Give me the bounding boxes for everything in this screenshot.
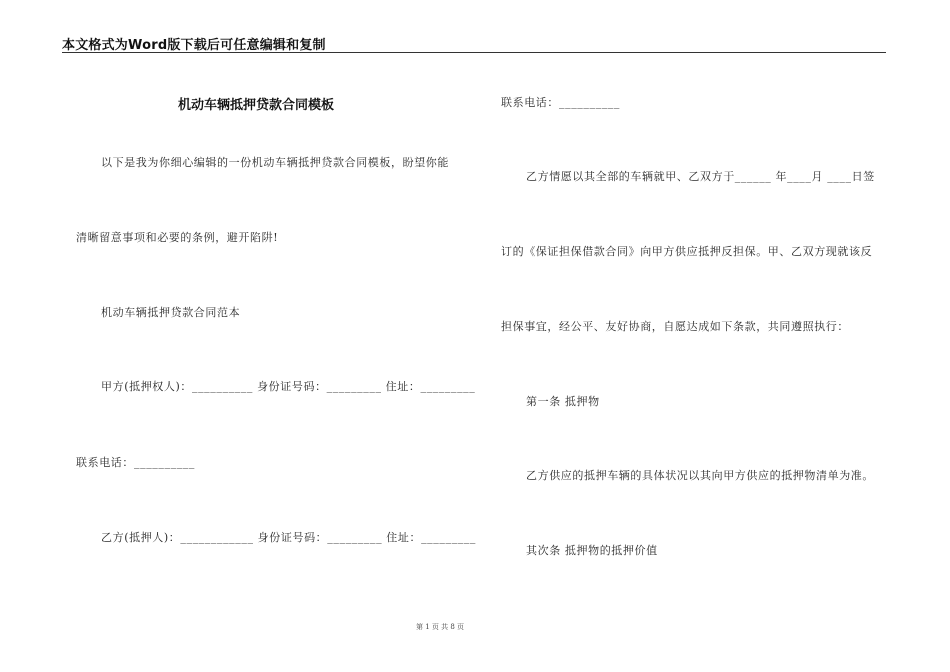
contract-subtitle: 机动车辆抵押贷款合同范本	[101, 306, 241, 319]
paragraph-agreement-line-2: 订的《保证担保借款合同》向甲方供应抵押反担保。甲、乙双方现就该反	[501, 245, 873, 258]
paragraph-agreement-line-3: 担保事宜，经公平、友好协商，自愿达成如下条款，共同遵照执行：	[501, 320, 849, 333]
party-a-phone: 联系电话：__________	[76, 456, 195, 469]
document-title: 机动车辆抵押贷款合同模板	[178, 98, 335, 113]
article-1-text: 乙方供应的抵押车辆的具体状况以其向甲方供应的抵押物清单为准。	[526, 469, 874, 482]
party-b-line: 乙方(抵押人)：____________ 身份证号码：_________ 住址：_________	[101, 531, 476, 544]
paragraph-intro-line-1: 以下是我为你细心编辑的一份机动车辆抵押贷款合同模板，盼望你能	[101, 156, 449, 169]
header-text: 本文格式为Word版下载后可任意编辑和复制	[62, 38, 326, 53]
page-header	[62, 32, 886, 53]
party-b-phone: 联系电话：__________	[501, 96, 620, 109]
paragraph-intro-line-2: 清晰留意事项和必要的条例，避开陷阱!	[76, 231, 279, 244]
paragraph-agreement-line-1: 乙方情愿以其全部的车辆就甲、乙双方于______ 年____月 ____日签	[526, 170, 875, 183]
party-a-line: 甲方(抵押权人)：__________ 身份证号码：_________ 住址：_________	[101, 380, 476, 393]
article-2-heading: 其次条 抵押物的抵押价值	[526, 544, 658, 557]
article-1-heading: 第一条 抵押物	[526, 395, 600, 408]
page-number-footer: 第 1 页 共 8 页	[415, 623, 465, 631]
